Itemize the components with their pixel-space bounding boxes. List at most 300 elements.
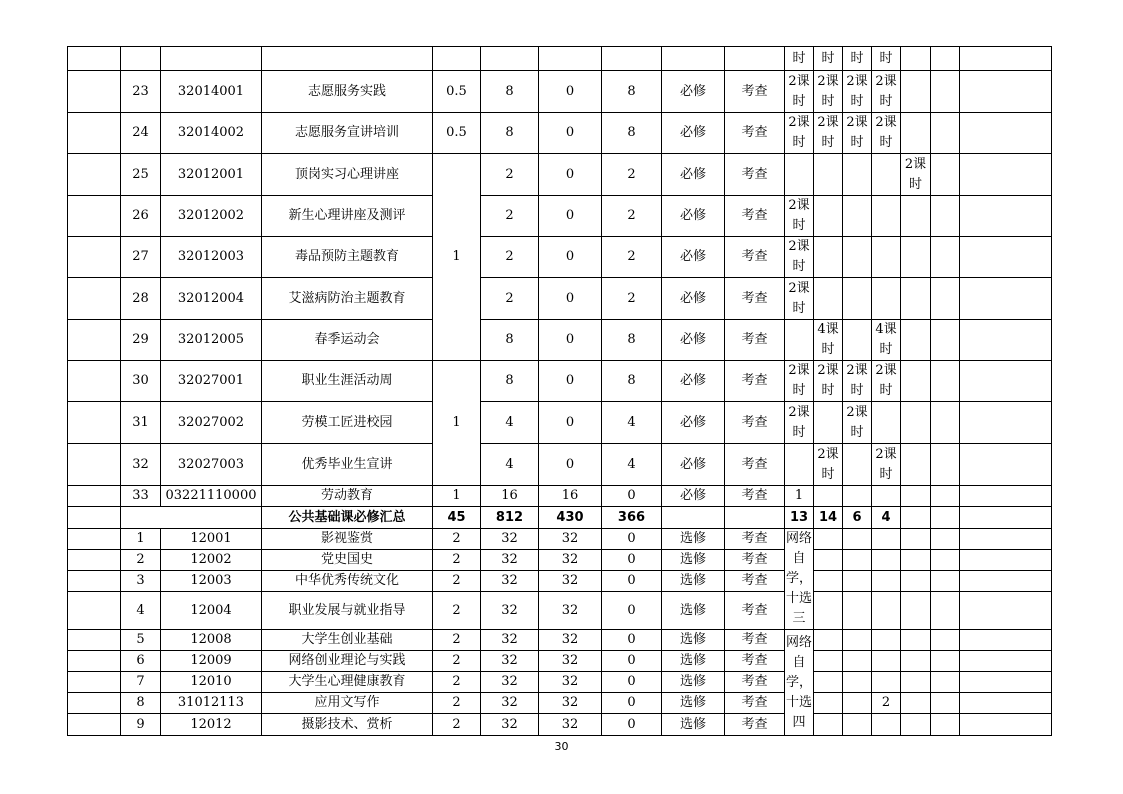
semester-4-cell [872,237,901,278]
blank-cell [725,507,785,529]
course-name: 摄影技术、赏析 [262,714,433,736]
practice-hours: 2 [602,237,662,278]
semester-6-cell [931,571,960,592]
assessment-type: 考查 [725,693,785,714]
elective-row [68,651,1052,672]
assessment-type: 考查 [725,571,785,592]
course-name: 职业生涯活动周 [262,361,433,402]
margin-cell [68,320,121,361]
practice-hours: 0 [602,550,662,571]
total-hours: 2 [481,196,539,237]
semester-5-cell [901,196,931,237]
practice-hours: 8 [602,113,662,154]
semester-3-cell: 2课时 [843,402,872,444]
summary-total: 812 [481,507,539,529]
course-name: 春季运动会 [262,320,433,361]
notes-cell [960,402,1052,444]
course-name: 志愿服务实践 [262,71,433,113]
semester-2-cell [814,714,843,736]
course-number: 25 [121,154,161,196]
semester-3-cell [843,237,872,278]
practice-hours: 2 [602,154,662,196]
course-name: 应用文写作 [262,693,433,714]
course-credit: 0.5 [433,113,481,154]
semester-1-cell: 1 [785,486,814,507]
course-name: 劳动教育 [262,486,433,507]
course-type: 选修 [662,672,725,693]
margin-cell [68,47,121,71]
table-body [68,47,1052,736]
semester-3-cell [843,630,872,651]
course-credit: 2 [433,550,481,571]
merged-credit: 1 [433,154,481,361]
semester-6-cell [931,237,960,278]
course-row [68,278,1052,320]
course-number: 5 [121,630,161,651]
elective-row [68,672,1052,693]
blank-cell [662,47,725,71]
semester-6-cell [931,486,960,507]
semester-1-cell: 2课时 [785,71,814,113]
semester-4-cell [872,550,901,571]
course-number: 9 [121,714,161,736]
practice-hours: 4 [602,402,662,444]
semester-6-cell [931,196,960,237]
practice-hours: 0 [602,486,662,507]
margin-cell [68,361,121,402]
semester-4-cell [872,672,901,693]
semester-4-cell: 时 [872,47,901,71]
semester-5-cell: 2课时 [901,154,931,196]
practice-hours: 2 [602,278,662,320]
summary-semester-1: 13 [785,507,814,529]
semester-6-cell [931,154,960,196]
semester-3-cell: 2课时 [843,71,872,113]
course-number: 32 [121,444,161,486]
course-row [68,444,1052,486]
notes-cell [960,71,1052,113]
semester-1-cell: 2课时 [785,361,814,402]
semester-1-cell: 时 [785,47,814,71]
semester-5-cell [901,714,931,736]
course-row [68,361,1052,402]
merged-credit: 1 [433,361,481,486]
practice-hours: 0 [602,672,662,693]
notes-cell [960,571,1052,592]
summary-label: 公共基础课必修汇总 [262,507,433,529]
theory-hours: 0 [539,196,602,237]
course-code: 32012004 [161,278,262,320]
summary-semester-2: 14 [814,507,843,529]
assessment-type: 考查 [725,651,785,672]
margin-cell [68,592,121,630]
course-name: 职业发展与就业指导 [262,592,433,630]
theory-hours: 0 [539,361,602,402]
course-type: 选修 [662,592,725,630]
course-row [68,402,1052,444]
course-code: 12002 [161,550,262,571]
assessment-type: 考查 [725,278,785,320]
total-hours: 2 [481,237,539,278]
summary-semester-4: 4 [872,507,901,529]
blank-cell [262,47,433,71]
semester-1-cell: 2课时 [785,113,814,154]
semester-6-cell [931,361,960,402]
course-type: 选修 [662,693,725,714]
semester-3-cell [843,486,872,507]
total-hours: 32 [481,714,539,736]
semester-6-cell [931,71,960,113]
total-hours: 2 [481,154,539,196]
semester-5-cell [901,529,931,550]
course-code: 12003 [161,571,262,592]
course-type: 选修 [662,630,725,651]
course-code: 32027001 [161,361,262,402]
course-type: 必修 [662,278,725,320]
course-row [68,113,1052,154]
course-code: 32027002 [161,402,262,444]
notes-cell [960,529,1052,550]
course-code: 12009 [161,651,262,672]
semester-1-cell: 2课时 [785,237,814,278]
notes-cell [960,361,1052,402]
semester-4-cell [872,714,901,736]
theory-hours: 32 [539,550,602,571]
total-hours: 32 [481,592,539,630]
course-row [68,486,1052,507]
practice-hours: 0 [602,592,662,630]
elective-note: 网络自学，十选四 [785,630,814,736]
semester-5-cell [901,486,931,507]
course-name: 大学生创业基础 [262,630,433,651]
margin-cell [68,486,121,507]
semester-6-cell [931,320,960,361]
semester-4-cell: 2课时 [872,71,901,113]
total-hours: 32 [481,693,539,714]
assessment-type: 考查 [725,672,785,693]
semester-6-cell [931,444,960,486]
course-credit: 2 [433,693,481,714]
blank-cell [725,47,785,71]
semester-4-cell [872,486,901,507]
total-hours: 4 [481,402,539,444]
course-number: 3 [121,571,161,592]
semester-6-cell [931,651,960,672]
assessment-type: 考查 [725,320,785,361]
semester-3-cell [843,672,872,693]
course-type: 必修 [662,154,725,196]
semester-5-cell [901,571,931,592]
course-credit: 0.5 [433,71,481,113]
margin-cell [68,444,121,486]
practice-hours: 0 [602,529,662,550]
page-number: 30 [554,740,569,753]
semester-6-cell [931,113,960,154]
assessment-type: 考查 [725,486,785,507]
course-name: 劳模工匠进校园 [262,402,433,444]
blank-cell [662,507,725,529]
course-credit: 2 [433,592,481,630]
course-type: 选修 [662,714,725,736]
semester-6-cell [931,402,960,444]
semester-5-cell [901,550,931,571]
total-hours: 32 [481,550,539,571]
semester-4-cell: 2课时 [872,444,901,486]
semester-3-cell [843,529,872,550]
theory-hours: 32 [539,592,602,630]
assessment-type: 考查 [725,196,785,237]
summary-theory: 430 [539,507,602,529]
assessment-type: 考查 [725,113,785,154]
semester-1-cell [785,154,814,196]
semester-3-cell [843,320,872,361]
semester-5-cell [901,71,931,113]
course-code: 12010 [161,672,262,693]
theory-hours: 32 [539,672,602,693]
course-name: 中华优秀传统文化 [262,571,433,592]
course-number: 31 [121,402,161,444]
blank-cell [121,507,262,529]
semester-5-cell [901,47,931,71]
notes-cell [960,651,1052,672]
course-code: 12004 [161,592,262,630]
theory-hours: 0 [539,444,602,486]
course-code: 12001 [161,529,262,550]
course-type: 必修 [662,196,725,237]
semester-3-cell: 时 [843,47,872,71]
blank-cell [481,47,539,71]
semester-6-cell [931,529,960,550]
margin-cell [68,507,121,529]
semester-4-cell: 2课时 [872,113,901,154]
semester-3-cell [843,571,872,592]
course-number: 33 [121,486,161,507]
course-name: 网络创业理论与实践 [262,651,433,672]
semester-2-cell: 4课时 [814,320,843,361]
semester-4-cell [872,154,901,196]
notes-cell [960,693,1052,714]
course-code: 32012001 [161,154,262,196]
course-name: 影视鉴赏 [262,529,433,550]
course-name: 新生心理讲座及测评 [262,196,433,237]
theory-hours: 32 [539,529,602,550]
margin-cell [68,714,121,736]
elective-row [68,714,1052,736]
total-hours: 4 [481,444,539,486]
course-row [68,154,1052,196]
course-credit: 2 [433,651,481,672]
notes-cell [960,278,1052,320]
notes-cell [960,672,1052,693]
course-row [68,71,1052,113]
course-name: 志愿服务宣讲培训 [262,113,433,154]
course-code: 32014001 [161,71,262,113]
semester-4-cell: 2课时 [872,361,901,402]
total-hours: 16 [481,486,539,507]
semester-4-cell [872,592,901,630]
course-code: 32012005 [161,320,262,361]
total-hours: 8 [481,361,539,402]
total-hours: 32 [481,630,539,651]
semester-3-cell [843,714,872,736]
semester-2-cell: 时 [814,47,843,71]
practice-hours: 0 [602,651,662,672]
semester-3-cell [843,278,872,320]
assessment-type: 考查 [725,592,785,630]
semester-1-cell: 2课时 [785,402,814,444]
margin-cell [68,402,121,444]
semester-5-cell [901,361,931,402]
blank-cell [161,47,262,71]
practice-hours: 0 [602,693,662,714]
course-type: 必修 [662,486,725,507]
course-number: 24 [121,113,161,154]
course-type: 选修 [662,529,725,550]
course-credit: 2 [433,630,481,651]
semester-3-cell [843,550,872,571]
semester-5-cell [901,237,931,278]
course-credit: 1 [433,486,481,507]
theory-hours: 32 [539,651,602,672]
course-type: 选修 [662,571,725,592]
practice-hours: 8 [602,320,662,361]
margin-cell [68,529,121,550]
semester-5-cell [901,507,931,529]
semester-4-cell [872,196,901,237]
semester-1-cell: 2课时 [785,278,814,320]
theory-hours: 0 [539,402,602,444]
total-hours: 32 [481,672,539,693]
theory-hours: 0 [539,113,602,154]
course-credit: 2 [433,529,481,550]
notes-cell [960,320,1052,361]
course-type: 必修 [662,402,725,444]
semester-3-cell: 2课时 [843,361,872,402]
course-type: 必修 [662,71,725,113]
assessment-type: 考查 [725,71,785,113]
semester-3-cell [843,693,872,714]
semester-5-cell [901,592,931,630]
semester-6-cell [931,693,960,714]
notes-cell [960,486,1052,507]
course-type: 必修 [662,361,725,402]
notes-cell [960,630,1052,651]
assessment-type: 考查 [725,444,785,486]
semester-2-cell [814,529,843,550]
course-number: 23 [121,71,161,113]
semester-4-cell [872,529,901,550]
course-name: 毒品预防主题教育 [262,237,433,278]
theory-hours: 32 [539,693,602,714]
total-hours: 2 [481,278,539,320]
semester-3-cell [843,592,872,630]
semester-3-cell [843,444,872,486]
notes-cell [960,113,1052,154]
elective-note: 网络自学，十选三 [785,529,814,630]
theory-hours: 0 [539,71,602,113]
notes-cell [960,507,1052,529]
semester-2-cell: 2课时 [814,71,843,113]
semester-5-cell [901,693,931,714]
notes-cell [960,592,1052,630]
margin-cell [68,113,121,154]
course-type: 必修 [662,444,725,486]
theory-hours: 0 [539,237,602,278]
course-number: 29 [121,320,161,361]
course-credit: 2 [433,714,481,736]
elective-row [68,529,1052,550]
semester-4-cell: 4课时 [872,320,901,361]
semester-2-cell [814,630,843,651]
semester-3-cell [843,154,872,196]
course-number: 4 [121,592,161,630]
semester-6-cell [931,507,960,529]
elective-row [68,571,1052,592]
total-hours: 8 [481,320,539,361]
margin-cell [68,237,121,278]
margin-cell [68,196,121,237]
semester-6-cell [931,278,960,320]
margin-cell [68,672,121,693]
margin-cell [68,630,121,651]
total-hours: 8 [481,113,539,154]
semester-2-cell [814,651,843,672]
semester-2-cell [814,486,843,507]
margin-cell [68,550,121,571]
course-type: 选修 [662,550,725,571]
assessment-type: 考查 [725,550,785,571]
semester-1-cell [785,320,814,361]
course-code: 32012002 [161,196,262,237]
margin-cell [68,154,121,196]
course-type: 必修 [662,113,725,154]
course-code: 03221110000 [161,486,262,507]
semester-2-cell [814,672,843,693]
practice-hours: 0 [602,571,662,592]
practice-hours: 4 [602,444,662,486]
theory-hours: 0 [539,320,602,361]
notes-cell [960,196,1052,237]
course-type: 必修 [662,237,725,278]
margin-cell [68,651,121,672]
semester-6-cell [931,672,960,693]
practice-hours: 8 [602,71,662,113]
elective-row [68,693,1052,714]
course-row [68,196,1052,237]
blank-cell [433,47,481,71]
semester-2-cell: 2课时 [814,113,843,154]
summary-practice: 366 [602,507,662,529]
practice-hours: 2 [602,196,662,237]
semester-2-cell [814,237,843,278]
practice-hours: 0 [602,714,662,736]
semester-2-cell: 2课时 [814,361,843,402]
course-row [68,237,1052,278]
notes-cell [960,47,1052,71]
theory-hours: 32 [539,630,602,651]
notes-cell [960,550,1052,571]
notes-cell [960,154,1052,196]
theory-hours: 16 [539,486,602,507]
semester-6-cell [931,47,960,71]
practice-hours: 8 [602,361,662,402]
course-name: 大学生心理健康教育 [262,672,433,693]
semester-3-cell [843,651,872,672]
semester-5-cell [901,402,931,444]
semester-2-cell [814,278,843,320]
assessment-type: 考查 [725,361,785,402]
elective-row [68,630,1052,651]
